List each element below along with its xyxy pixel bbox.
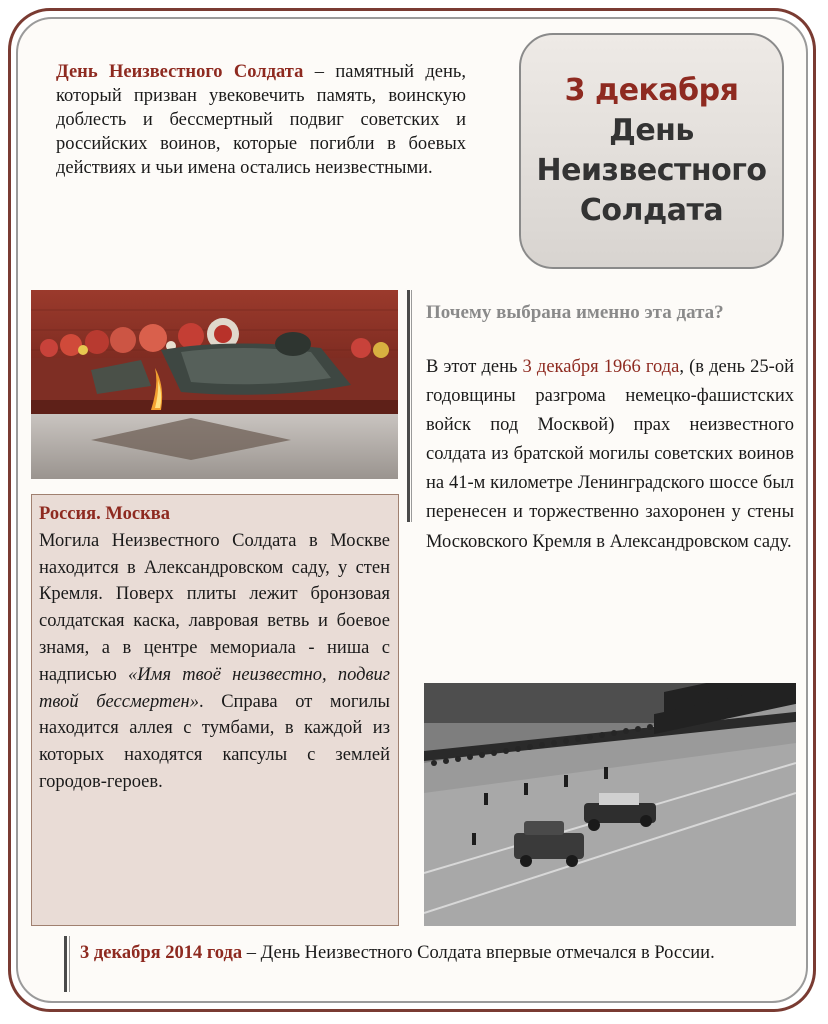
russia-moscow-box (31, 494, 399, 926)
bottom-divider (64, 936, 67, 992)
why-text-a: В этот день (426, 357, 523, 377)
title-line-1: День (609, 113, 694, 148)
russia-text-b: . Справа от могилы находится аллея с тумбами, в каждой из которых находятся капсулы с землей городов-героев. (39, 691, 390, 792)
procession-photo-image (424, 683, 796, 926)
title-box (519, 33, 784, 269)
russia-box-title: Россия. Москва (39, 504, 171, 524)
title-date: 3 декабря (564, 73, 739, 108)
bottom-date: 3 декабря 2014 года (80, 943, 243, 963)
why-title: Почему выбрана именно эта дата? (426, 302, 724, 323)
title-line-3: Солдата (579, 193, 724, 228)
bottom-text: – День Неизвестного Солдата впервые отмечался в России. (242, 943, 715, 963)
russia-quote: «Имя твоё неизвестно, подвиг твой бессмертен» (39, 664, 390, 712)
bottom-divider-thin (69, 936, 70, 992)
why-text-b: , (в день 25-ой годовщины разгрома немецко-фашистских войск под Москвой) прах неизвестного солдата из братской могилы советских воинов на 41-м километре Ленинградского шоссе был перенесен и торжественно захоронен у стены Московского Кремля в Александровском саду. (426, 357, 794, 552)
section-divider-thin (411, 290, 412, 522)
memorial-photo-image (31, 290, 398, 479)
intro-term: День Неизвестного Солдата (56, 62, 304, 82)
memorial-photo (31, 290, 398, 479)
intro-text: – памятный день, который призван увековечить память, воинскую доблесть и бессмертный подвиг советских и российских воинов, которые погибли в боевых действиях и чьи имена остались неизвестными. (56, 62, 466, 178)
section-divider (407, 290, 410, 522)
intro-paragraph (56, 60, 466, 180)
russia-text-a: Могила Неизвестного Солдата в Москве находится в Александровском саду, у стен Кремля. Поверх плиты лежит бронзовая солдатская каска, лавровая ветвь и боевое знамя, а в центре мемориала - ниша с надписью (39, 530, 390, 685)
procession-photo (424, 683, 796, 926)
why-text (426, 353, 794, 557)
title-line-2: Неизвестного (536, 153, 767, 188)
bottom-note (80, 940, 792, 967)
russia-box-text (39, 528, 390, 796)
why-date: 3 декабря 1966 года (522, 357, 680, 377)
